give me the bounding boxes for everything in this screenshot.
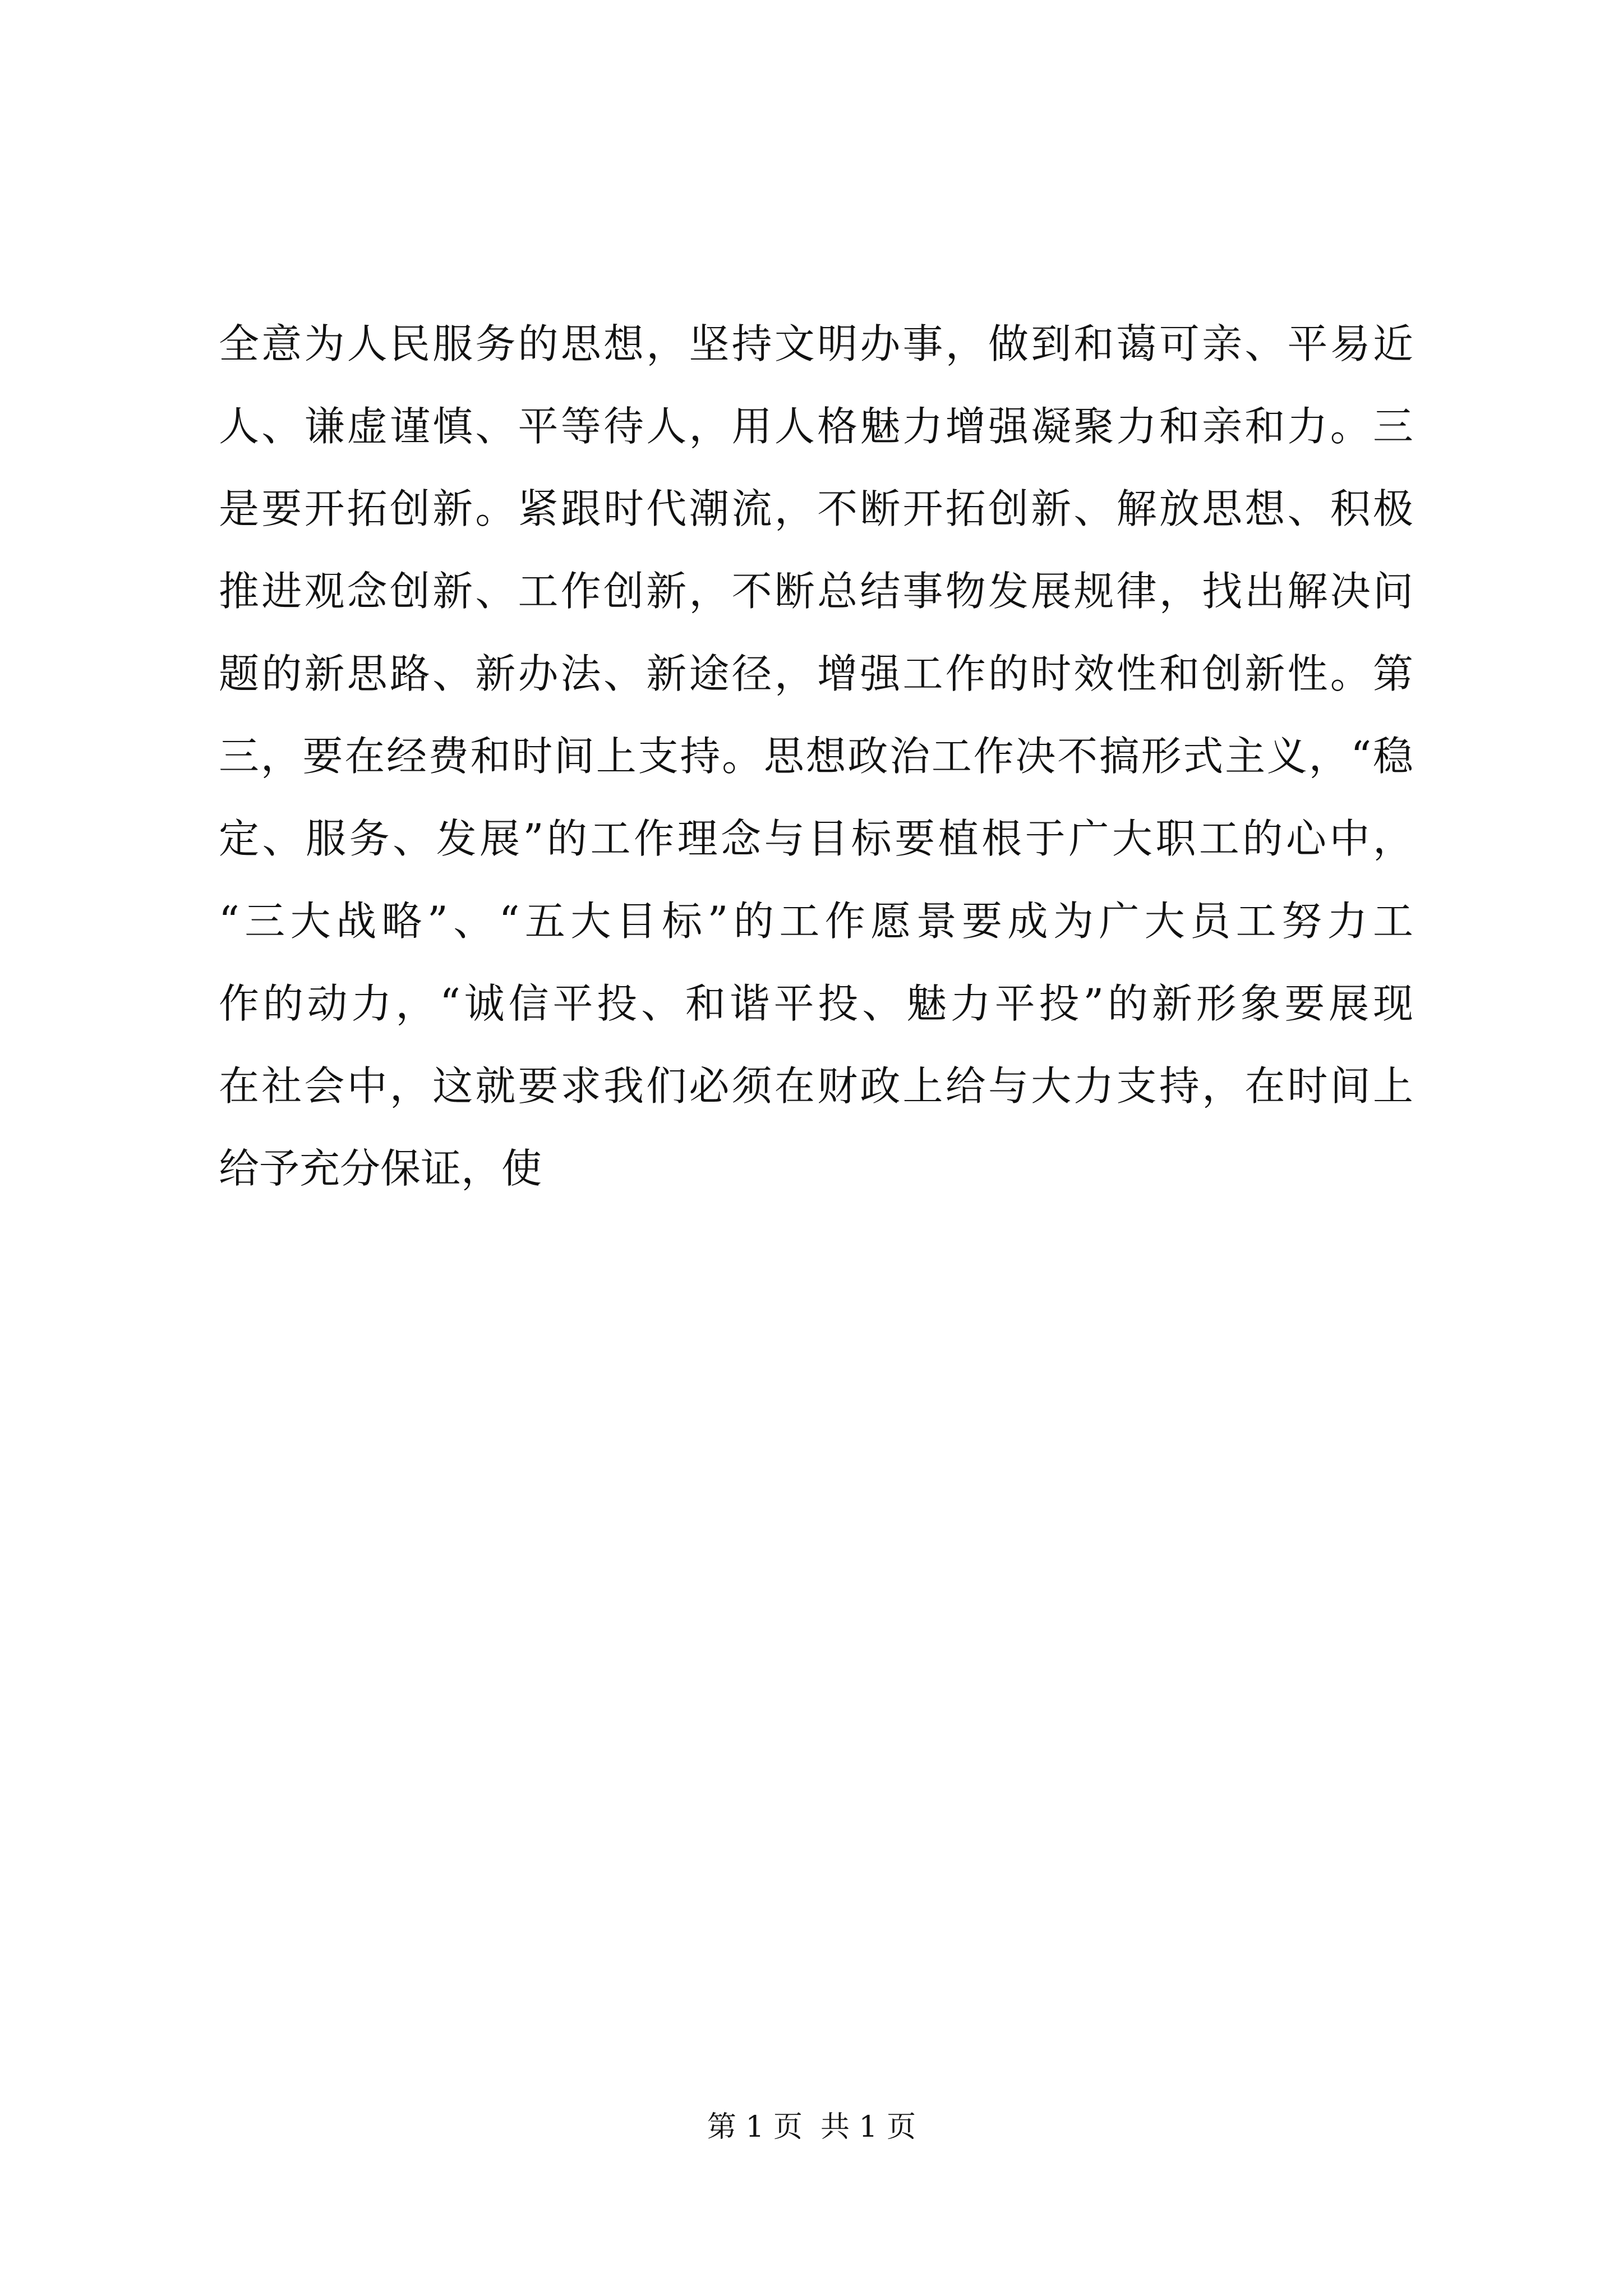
body-paragraph <box>219 303 1413 1210</box>
text-line: 是要开拓创新。紧跟时代潮流，不断开拓创新、解放思想、积极 <box>219 485 1413 532</box>
text-line: 人、谦虚谨慎、平等待人，用人格魅力增强凝聚力和亲和力。三 <box>219 403 1413 450</box>
text-line: 定、服务、发展”的工作理念与目标要植根于广大职工的心中， <box>219 815 1413 862</box>
text-line: 推进观念创新、工作创新，不断总结事物发展规律，找出解决问 <box>219 568 1413 615</box>
text-line: 题的新思路、新办法、新途径，增强工作的时效性和创新性。第 <box>219 650 1413 697</box>
page-footer <box>0 2109 1623 2145</box>
text-line: 在社会中，这就要求我们必须在财政上给与大力支持，在时间上 <box>219 1062 1413 1110</box>
page-number: 第 1 页 <box>707 2110 803 2144</box>
page-total: 共 1 页 <box>820 2110 916 2144</box>
text-line: “三大战略”、“五大目标”的工作愿景要成为广大员工努力工 <box>219 898 1413 945</box>
text-line: 给予充分保证，使 <box>219 1145 542 1192</box>
text-line: 作的动力，“诚信平投、和谐平投、魅力平投”的新形象要展现 <box>219 980 1413 1027</box>
text-line: 全意为人民服务的思想，坚持文明办事，做到和蔼可亲、平易近 <box>219 320 1413 367</box>
text-line: 三，要在经费和时间上支持。思想政治工作决不搞形式主义，“稳 <box>219 733 1413 780</box>
